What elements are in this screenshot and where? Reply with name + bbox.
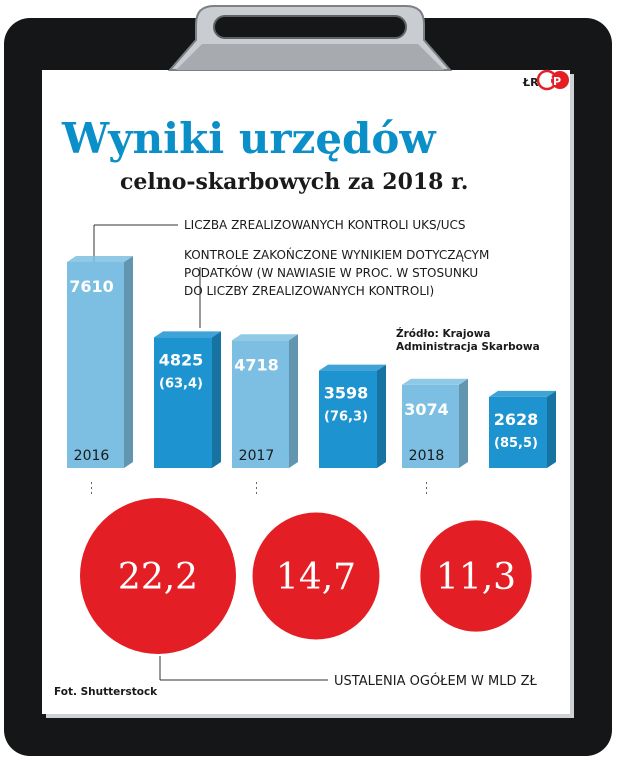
bar-percent-label-2017: (76,3): [324, 409, 368, 425]
cp-logo-text: CP: [544, 75, 562, 88]
bar-label-series1-2016: 7610: [69, 277, 114, 296]
chart-subtitle: celno-skarbowych za 2018 r.: [120, 169, 469, 195]
bar-series2-2018: [489, 391, 556, 468]
legend-series2-line1: KONTROLE ZAKOŃCZONE WYNIKIEM DOTYCZĄCYM: [184, 248, 490, 262]
cp-logo: [538, 71, 569, 89]
bar-series2-2018-side: [547, 391, 556, 468]
bar-series1-2016-side: [124, 256, 133, 468]
circle-label-2017: 14,7: [275, 557, 357, 598]
chart-title: Wyniki urzędów: [62, 114, 436, 163]
source-line2: Administracja Skarbowa: [396, 341, 540, 353]
circles-legend-label: USTALENIA OGÓŁEM W MLD ZŁ: [334, 674, 537, 689]
bar-label-series2-2017: 3598: [323, 383, 369, 403]
bar-percent-label-2016: (63,4): [159, 376, 203, 392]
bar-series2-2018-top: [489, 391, 556, 397]
circles-legend: [160, 656, 538, 689]
category-label-2017: 2017: [238, 448, 275, 464]
circle-label-2018: 11,3: [435, 557, 517, 598]
bar-series2-2016-top: [154, 331, 221, 337]
bar-series1-2018-top: [402, 379, 468, 385]
legend-series2-line3: DO LICZBY ZREALIZOWANYCH KONTROLI): [184, 284, 435, 298]
bar-label-series2-2016: 4825: [158, 350, 204, 370]
bar-series1-2017-top: [232, 334, 298, 340]
bar-label-series1-2017: 4718: [234, 355, 279, 375]
credit-text: ŁR: [523, 76, 539, 89]
bar-series2-2016-side: [212, 331, 221, 468]
bar-series1-2018-side: [459, 379, 468, 468]
photo-credit: Fot. Shutterstock: [54, 686, 158, 698]
legend: [94, 218, 489, 328]
legend-series2-line2: PODATKÓW (W NAWIASIE W PROC. W STOSUNKU: [184, 266, 479, 280]
bar-percent-label-2018: (85,5): [494, 435, 538, 451]
bar-series2-2017-side: [377, 365, 386, 468]
bar-label-series2-2018: 2628: [493, 409, 539, 429]
bar-series2-2018-front: [489, 397, 547, 468]
bar-series2-2017-top: [319, 365, 386, 371]
bar-series1-2017-side: [289, 334, 298, 468]
circle-label-2016: 22,2: [117, 557, 199, 598]
bar-series1-2016-top: [67, 256, 133, 262]
bar-label-series1-2018: 3074: [404, 399, 449, 419]
circle-group: [80, 498, 532, 654]
category-label-2018: 2018: [408, 448, 445, 464]
source-line1: Źródło: Krajowa: [396, 328, 491, 340]
category-label-2016: 2016: [73, 448, 110, 464]
legend-series1-label: LICZBA ZREALIZOWANYCH KONTROLI UKS/UCS: [184, 218, 466, 232]
